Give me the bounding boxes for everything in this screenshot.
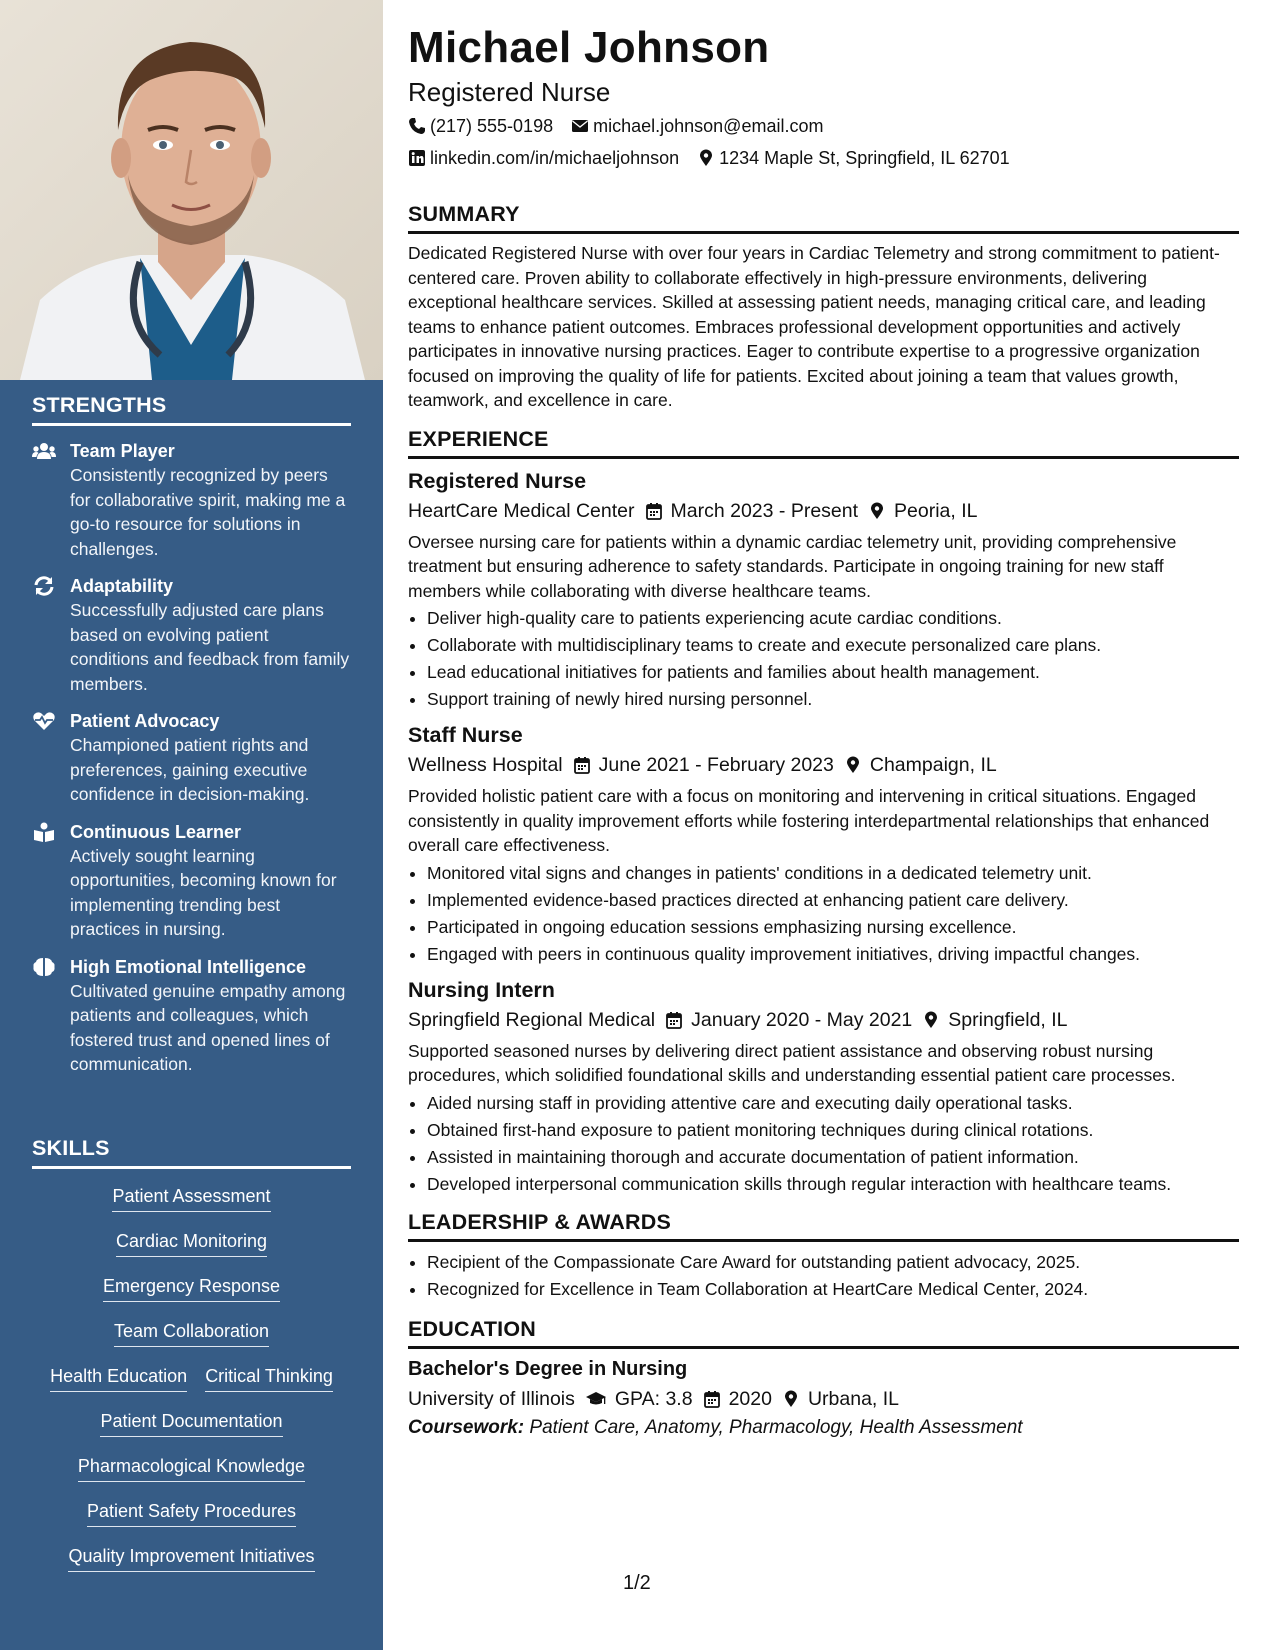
job-bullet: • Engaged with peers in continuous quality improvement initiatives, driving impactful changes. — [427, 941, 1239, 968]
sidebar — [0, 0, 383, 1650]
skill-tag: Cardiac Monitoring — [116, 1230, 267, 1257]
job-location: Peoria, IL — [894, 499, 978, 522]
users-icon — [32, 441, 56, 461]
strength-item — [32, 820, 351, 942]
skill-tag: Emergency Response — [103, 1275, 280, 1302]
strength-item — [32, 709, 351, 807]
job-company: Springfield Regional Medical — [408, 1008, 656, 1031]
email-text[interactable]: michael.johnson@email.com — [593, 115, 824, 136]
skills-section — [32, 1136, 351, 1590]
strength-desc: Cultivated genuine empathy among patients and colleagues, which fostered trust and opened lines of communication. — [70, 980, 346, 1074]
job-bullets — [408, 860, 1239, 968]
job-meta — [408, 751, 1239, 779]
sync-icon — [32, 576, 56, 596]
strength-desc: Successfully adjusted care plans based on evolving patient conditions and feedback from family members. — [70, 600, 350, 694]
skill-tag: Critical Thinking — [205, 1365, 333, 1392]
strengths-section — [32, 393, 351, 1077]
strength-item — [32, 955, 351, 1077]
job-company: Wellness Hospital — [408, 754, 563, 776]
job-description: Provided holistic patient care with a focus on monitoring and intervening in critical situations. Engaged consistently in quality improvement efforts while fostering interdepartmental relationships that enhanced overall care effectiveness. — [408, 786, 1210, 855]
strength-name: Team Player — [70, 441, 175, 461]
heart-pulse-icon — [32, 711, 56, 731]
book-reader-icon — [32, 822, 56, 842]
graduation-cap-icon — [585, 1390, 607, 1408]
calendar-icon — [573, 756, 591, 774]
contact-row — [408, 144, 1239, 172]
job-entry — [408, 721, 1239, 968]
job-location: Springfield, IL — [948, 1008, 1068, 1031]
education-meta — [408, 1385, 1239, 1413]
award-item: • Recognized for Excellence in Team Collaboration at HeartCare Medical Center, 2024. — [427, 1276, 1239, 1303]
map-pin-icon — [782, 1390, 800, 1408]
skill-tag: Health Education — [50, 1365, 187, 1392]
job-description: Oversee nursing care for patients within a dynamic cardiac telemetry unit, providing comprehensive treatment but ensuring adherence to safety standards. Participate in ongoing training for new staff members while collaborating with diverse healthcare teams. — [408, 531, 1177, 601]
candidate-name: Michael Johnson — [408, 23, 770, 72]
brain-icon — [32, 957, 56, 977]
skill-tag: Patient Assessment — [112, 1185, 270, 1212]
job-bullets — [408, 1090, 1239, 1198]
graduation-year: 2020 — [728, 1387, 772, 1410]
job-meta — [408, 497, 1239, 525]
awards-section — [408, 1210, 1239, 1303]
job-dates: June 2021 - February 2023 — [598, 754, 834, 776]
map-pin-icon — [922, 1011, 940, 1029]
strength-name: Continuous Learner — [70, 821, 242, 842]
job-meta — [408, 1006, 1239, 1034]
job-company: HeartCare Medical Center — [408, 499, 635, 522]
awards-list — [408, 1249, 1239, 1303]
strength-item — [32, 574, 351, 696]
skill-tag: Pharmacological Knowledge — [78, 1455, 305, 1482]
calendar-icon — [703, 1390, 721, 1408]
coursework-label: Coursework: — [408, 1416, 525, 1438]
job-bullet: • Assisted in maintaining thorough and accurate documentation of patient information. — [427, 1144, 1239, 1171]
page-number: 1/2 — [623, 1572, 651, 1594]
strength-desc: Actively sought learning opportunities, becoming known for implementing trending best practices in nursing. — [70, 845, 337, 939]
job-bullet: • Participated in ongoing education sessions emphasizing nursing excellence. — [427, 914, 1239, 941]
job-bullets — [408, 605, 1239, 713]
strength-name: Adaptability — [70, 576, 174, 596]
strength-desc: Consistently recognized by peers for collaborative spirit, making me a go-to resource for solutions in challenges. — [70, 465, 346, 559]
main-content — [408, 22, 1239, 1439]
job-description: Supported seasoned nurses by delivering direct patient assistance and observing robust nursing procedures, which solidified foundational skills and understanding essential patient care processes. — [408, 1040, 1176, 1085]
calendar-icon — [665, 1011, 683, 1029]
profile-photo — [0, 0, 383, 380]
job-bullet: • Support training of newly hired nursing personnel. — [427, 686, 1239, 713]
school-name: University of Illinois — [408, 1387, 575, 1410]
job-location: Champaign, IL — [869, 754, 997, 776]
map-pin-icon — [697, 149, 715, 167]
skill-tag: Patient Safety Procedures — [87, 1500, 296, 1527]
phone-icon — [408, 117, 426, 135]
strength-desc: Championed patient rights and preferences, gaining executive confidence in decision-making. — [70, 735, 310, 804]
skills-heading: SKILLS — [32, 1136, 351, 1169]
job-entry — [408, 467, 1239, 714]
candidate-title: Registered Nurse — [408, 77, 611, 107]
job-dates: January 2020 - May 2021 — [691, 1008, 913, 1031]
job-bullet: • Aided nursing staff in providing attentive care and executing daily operational tasks. — [427, 1090, 1239, 1117]
job-bullet: • Developed interpersonal communication skills through regular interaction with healthcare teams. — [427, 1171, 1239, 1198]
summary-text: Dedicated Registered Nurse with over four years in Cardiac Telemetry and strong commitment to patient-centered care. Proven ability to collaborate effectively in high-pressure environments, delivering exceptional healthcare services. Skilled at assessing patient needs, managing critical care, and leading teams to enhance patient outcomes. Embraces professional development opportunities and actively participates in innovative nursing practices. Eager to contribute expertise to a progressive organization focused on improving the quality of life for patients. Excited about joining a team that values growth, teamwork, and excellence in care. — [408, 243, 1220, 410]
strengths-heading: STRENGTHS — [32, 393, 351, 426]
job-title: Staff Nurse — [408, 723, 523, 747]
gpa-text: GPA: 3.8 — [614, 1387, 693, 1410]
summary-heading: SUMMARY — [408, 202, 1239, 234]
skill-tag: Patient Documentation — [100, 1410, 282, 1437]
strength-item — [32, 439, 351, 561]
skill-tag: Quality Improvement Initiatives — [68, 1545, 314, 1572]
coursework-line — [408, 1417, 1239, 1439]
education-section — [408, 1317, 1239, 1439]
job-bullet: • Implemented evidence-based practices directed at enhancing patient care delivery. — [427, 887, 1239, 914]
address-text: 1234 Maple St, Springfield, IL 62701 — [719, 147, 1010, 168]
job-title: Registered Nurse — [408, 468, 587, 493]
job-title: Nursing Intern — [408, 977, 555, 1002]
strength-name: Patient Advocacy — [70, 711, 220, 731]
school-location: Urbana, IL — [807, 1387, 900, 1410]
strength-name: High Emotional Intelligence — [70, 956, 307, 977]
phone-text: (217) 555-0198 — [430, 115, 554, 136]
contact-row — [408, 112, 1239, 140]
job-bullet: • Lead educational initiatives for patients and families about health management. — [427, 659, 1239, 686]
map-pin-icon — [844, 756, 862, 774]
degree-title: Bachelor's Degree in Nursing — [408, 1357, 688, 1380]
job-bullet: • Obtained first-hand exposure to patient monitoring techniques during clinical rotations. — [427, 1117, 1239, 1144]
job-bullet: • Deliver high-quality care to patients experiencing acute cardiac conditions. — [427, 605, 1239, 632]
job-entry — [408, 976, 1239, 1198]
linkedin-icon — [408, 149, 426, 167]
calendar-icon — [645, 502, 663, 520]
skill-tag: Team Collaboration — [114, 1320, 269, 1347]
summary-section — [408, 202, 1239, 413]
experience-heading: EXPERIENCE — [408, 427, 1239, 459]
envelope-icon — [571, 117, 589, 135]
linkedin-text[interactable]: linkedin.com/in/michaeljohnson — [430, 147, 680, 168]
job-bullet: • Monitored vital signs and changes in patients' conditions in a dedicated telemetry unit. — [427, 860, 1239, 887]
map-pin-icon — [868, 502, 886, 520]
experience-section — [408, 427, 1239, 1198]
award-item: • Recipient of the Compassionate Care Award for outstanding patient advocacy, 2025. — [427, 1249, 1239, 1276]
coursework-text: Patient Care, Anatomy, Pharmacology, Health Assessment — [529, 1416, 1023, 1438]
job-bullet: • Collaborate with multidisciplinary teams to create and execute personalized care plans. — [427, 632, 1239, 659]
education-heading: EDUCATION — [408, 1317, 1239, 1349]
job-dates: March 2023 - Present — [670, 499, 859, 522]
awards-heading: LEADERSHIP & AWARDS — [408, 1210, 1239, 1242]
